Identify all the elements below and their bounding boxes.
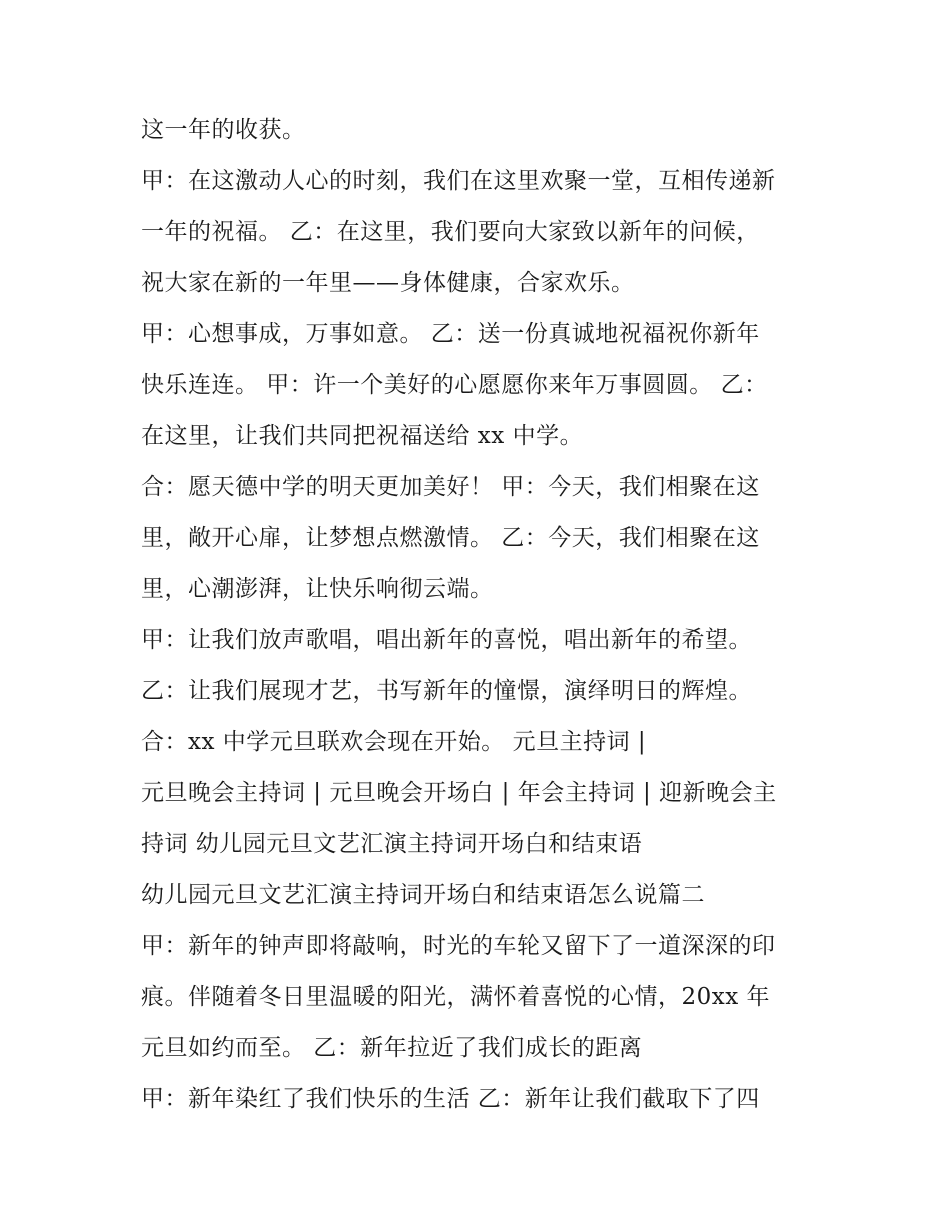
text-line: 甲：在这激动人心的时刻，我们在这里欢聚一堂，互相传递新 bbox=[141, 168, 776, 194]
text-line: 元旦晚会主持词 | 元旦晚会开场白 | 年会主持词 | 迎新晚会主 bbox=[141, 780, 777, 806]
text-line: 合：xx 中学元旦联欢会现在开始。 元旦主持词 | bbox=[141, 729, 647, 755]
text-line: 里，敞开心扉，让梦想点燃激情。 乙：今天，我们相聚在这 bbox=[141, 525, 760, 551]
text-line: 持词 幼儿园元旦文艺汇演主持词开场白和结束语 bbox=[141, 831, 643, 857]
text-line: 甲：新年的钟声即将敲响，时光的车轮又留下了一道深深的印 bbox=[141, 933, 776, 959]
text-line: 这一年的收获。 bbox=[141, 117, 306, 143]
text-line: 幼儿园元旦文艺汇演主持词开场白和结束语怎么说篇二 bbox=[141, 882, 705, 908]
text-line: 甲：新年染红了我们快乐的生活 乙：新年让我们截取下了四 bbox=[141, 1086, 760, 1112]
document-body bbox=[141, 105, 841, 1125]
text-line: 在这里，让我们共同把祝福送给 xx 中学。 bbox=[141, 423, 584, 449]
text-line: 痕。伴随着冬日里温暖的阳光，满怀着喜悦的心情，20xx 年 bbox=[141, 984, 771, 1010]
text-line: 乙：让我们展现才艺，书写新年的憧憬，演绎明日的辉煌。 bbox=[141, 678, 752, 704]
text-line: 里，心潮澎湃，让快乐响彻云端。 bbox=[141, 576, 494, 602]
text-line: 甲：让我们放声歌唱，唱出新年的喜悦，唱出新年的希望。 bbox=[141, 627, 752, 653]
text-line: 元旦如约而至。 乙：新年拉近了我们成长的距离 bbox=[141, 1035, 643, 1061]
text-line: 祝大家在新的一年里——身体健康，合家欢乐。 bbox=[141, 270, 635, 296]
text-line: 合：愿天德中学的明天更加美好！ 甲：今天，我们相聚在这 bbox=[141, 474, 760, 500]
text-line: 甲：心想事成，万事如意。 乙：送一份真诚地祝福祝你新年 bbox=[141, 321, 760, 347]
text-line: 一年的祝福。 乙：在这里，我们要向大家致以新年的问候， bbox=[141, 219, 760, 245]
text-line: 快乐连连。 甲：许一个美好的心愿愿你来年万事圆圆。 乙： bbox=[141, 372, 768, 398]
